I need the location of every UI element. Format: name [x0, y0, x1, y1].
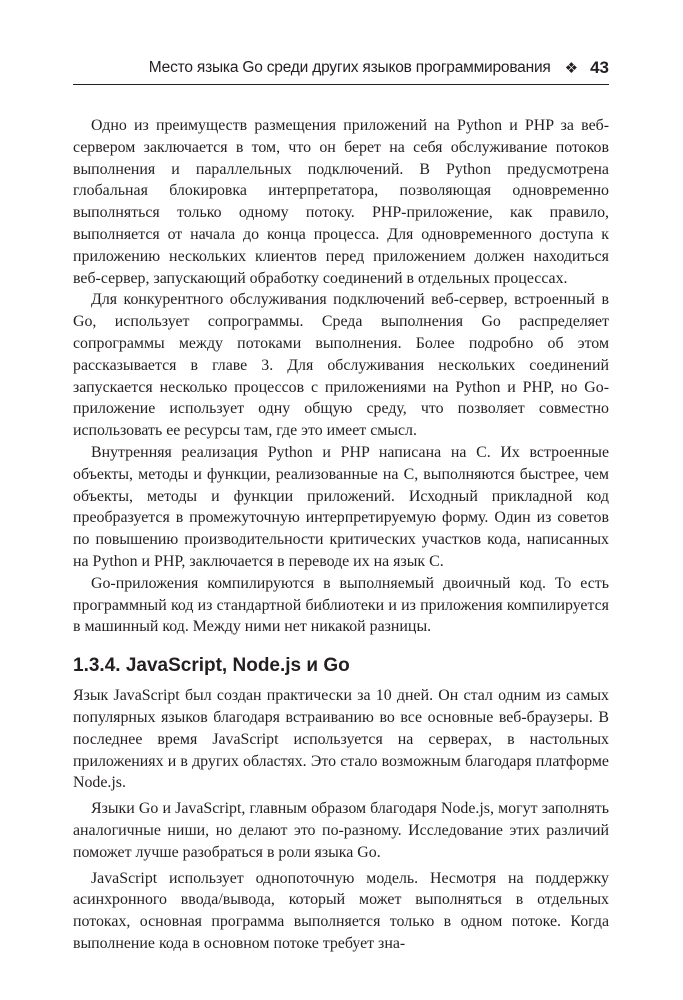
page-number: 43: [590, 58, 609, 77]
paragraph: JavaScript использует однопоточную модель. Несмотря на поддержку асинхронного ввода/вывода, который может выполняться в отдельных потоках, основная программа выполняется только в одном потоке. Когда выполнение кода в основном потоке требует зна-: [73, 869, 609, 952]
section-heading: 1.3.4. JavaScript, Node.js и Go: [73, 655, 350, 677]
paragraph: Язык JavaScript был создан практически за 10 дней. Он стал одним из самых популярных языков благодаря встраиванию во все основные веб-браузеры. В последнее время JavaScript используется на серверах, в настольных приложениях и в других областях. Это стало возможным благодаря платформе Node.js.: [73, 687, 609, 792]
paragraph: Go-приложения компилируются в выполняемый двоичный код. То есть программный код из стандартной библиотеки и из приложения компилируется в машинный код. Между ними нет никакой разницы.: [73, 574, 609, 636]
book-page: [73, 58, 609, 955]
diamond-ornament-icon: ❖: [564, 60, 579, 77]
paragraph: Одно из преимуществ размещения приложений на Python и PHP за веб-сервером заключается в том, что он берет на себя обслуживание потоков выполнения и параллельных подключений. В Python предусмотрена глобальная блокировка интерпретатора, позволяющая одновременно выполняться только одному потоку. PHP-приложение, как правило, выполняется от начала до конца процесса. Для одновременного доступа к приложению нескольких клиентов перед приложением должен находиться веб-сервер, запускающий обработку соединений в отдельных процессах.: [73, 117, 609, 287]
running-head-title: Место языка Go среди других языков программирования: [148, 59, 551, 76]
running-head: [73, 58, 609, 85]
paragraph: Внутренняя реализация Python и PHP написана на C. Их встроенные объекты, методы и функции, реализованные на C, выполняются быстрее, чем объекты, методы и функции приложений. Исходный прикладной код преобразуется в промежуточную интерпретируемую форму. Один из советов по повышению производительности критических участков кода, написанных на Python и PHP, заключается в переводе их на язык C.: [73, 443, 609, 570]
page-body: [73, 115, 609, 955]
paragraph: Для конкурентного обслуживания подключений веб-сервер, встроенный в Go, использует сопрограммы. Среда выполнения Go распределяет сопрограммы между потоками выполнения. Более подробно об этом рассказывается в главе 3. Для обслуживания нескольких соединений запускается несколько процессов с приложениями на Python и PHP, но Go-приложение использует одну общую среду, что позволяет совместно использовать ее ресурсы там, где это имеет смысл.: [73, 291, 609, 440]
paragraph: Языки Go и JavaScript, главным образом благодаря Node.js, могут заполнять аналогичные ниши, но делают это по-разному. Исследование этих различий поможет лучше разобраться в роли языка Go.: [73, 800, 609, 861]
